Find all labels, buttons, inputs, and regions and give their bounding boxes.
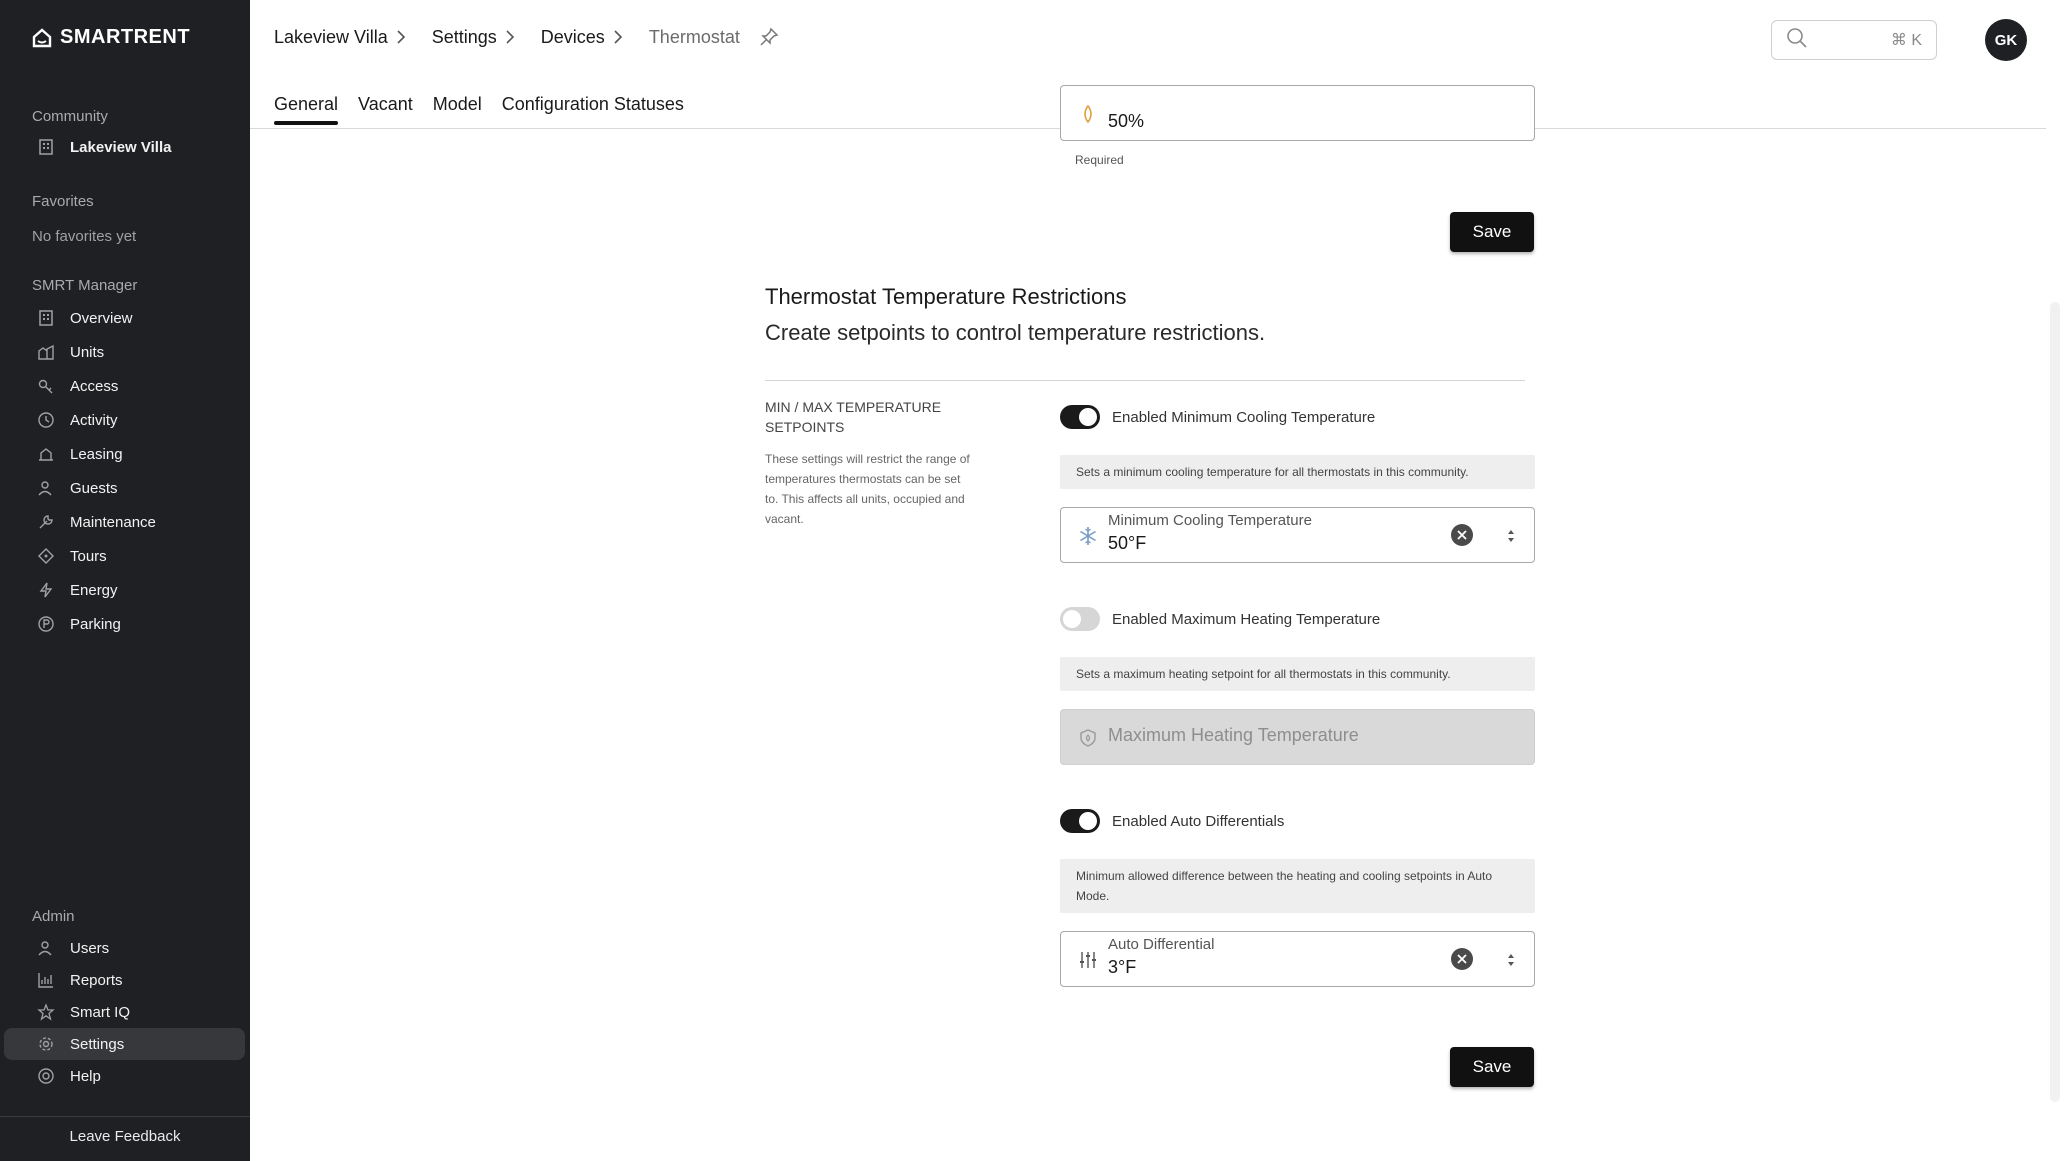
wrench-icon [36,512,56,532]
sidebar-item-guests[interactable] [4,472,245,504]
clear-icon[interactable] [1451,524,1473,546]
search-shortcut: ⌘ K [1890,32,1922,49]
min-cooling-label: Minimum Cooling Temperature [1108,512,1312,529]
save-button[interactable]: Save [1450,212,1534,252]
sidebar-item-reports[interactable] [4,964,245,996]
breadcrumb-devices[interactable]: Devices [540,26,605,47]
stepper-arrows-icon[interactable] [1505,950,1517,970]
group-description: These settings will restrict the range of temperatures thermostats can be set to. This affects all units, occupied and vacant. [765,452,970,526]
sidebar-item-label: Lakeview Villa [70,138,172,156]
sidebar-item-label: Leasing [70,445,123,463]
min-cooling-toggle-label: Enabled Minimum Cooling Temperature [1112,408,1376,426]
tab-configuration-statuses[interactable]: Configuration Statuses [501,94,684,114]
gear-icon [36,1034,56,1054]
favorites-empty: No favorites yet [32,228,137,245]
main-content [250,111,2046,1161]
max-heating-toggle[interactable] [1060,607,1100,631]
sidebar-item-label: Maintenance [70,513,156,531]
building-icon [36,137,56,157]
avatar[interactable]: GK [1985,19,2027,61]
sidebar-item-smart-iq[interactable] [4,996,245,1028]
auto-diff-toggle-label: Enabled Auto Differentials [1112,812,1285,830]
chevron-right-icon [611,27,631,47]
sidebar-item-activity[interactable] [4,404,245,436]
smrt-section-title: SMRT Manager [32,277,138,294]
sidebar-item-parking[interactable] [4,608,245,640]
favorites-section-title: Favorites [32,193,94,210]
users-icon [36,938,56,958]
sidebar-item-label: Users [70,939,110,957]
sidebar-item-energy[interactable] [4,574,245,606]
admin-section-title: Admin [32,908,75,925]
tab-general[interactable]: General [274,94,338,125]
bolt-icon [36,580,56,600]
sidebar-item-label: Overview [70,309,133,327]
breadcrumb [274,26,780,48]
sidebar-item-leasing[interactable] [4,438,245,470]
sidebar-item-label: Help [70,1067,101,1085]
clock-icon [36,410,56,430]
sidebar-item-label: Access [70,377,119,395]
sidebar-item-settings[interactable] [4,1028,245,1060]
scrollbar[interactable] [2050,302,2060,1102]
min-cooling-field[interactable] [1060,507,1535,563]
leave-feedback-button[interactable]: Leave Feedback [69,1128,181,1145]
humidity-field[interactable] [1060,85,1535,141]
star-icon [36,1002,56,1022]
feedback-divider [0,1116,250,1117]
min-cooling-value: 50°F [1108,533,1147,553]
sidebar-item-label: Settings [70,1035,125,1053]
search-input[interactable] [1771,20,1937,60]
max-heating-label: Maximum Heating Temperature [1108,725,1359,745]
shield-flame-icon [1077,727,1099,749]
breadcrumb-thermostat: Thermostat [648,26,740,47]
parking-icon [36,614,56,634]
max-heating-info: Sets a maximum heating setpoint for all thermostats in this community. [1060,657,1535,691]
min-cooling-toggle[interactable] [1060,405,1100,429]
save-restrictions-button[interactable]: Save [1450,1047,1534,1087]
humidity-value: 50% [1108,111,1145,131]
community-section-title: Community [32,108,108,125]
sliders-icon [1077,949,1099,971]
sidebar-item-maintenance[interactable] [4,506,245,538]
sidebar-item-label: Units [70,343,105,361]
units-icon [36,342,56,362]
section-divider [765,380,1525,381]
brand-name: SMARTRENT [60,26,191,48]
sidebar-item-tours[interactable] [4,540,245,572]
auto-diff-info: Minimum allowed difference between the heating and cooling setpoints in Auto Mode. [1060,859,1535,913]
sidebar-item-help[interactable] [4,1060,245,1092]
help-icon [36,1066,56,1086]
clear-icon[interactable] [1451,948,1473,970]
max-heating-toggle-label: Enabled Maximum Heating Temperature [1112,610,1381,628]
section-subtitle: Create setpoints to control temperature restrictions. [765,320,1266,345]
sidebar-item-community[interactable] [4,131,245,163]
max-heating-field [1060,709,1535,765]
sidebar-item-units[interactable] [4,336,245,368]
chart-icon [36,970,56,990]
sidebar-item-overview[interactable] [4,302,245,334]
sidebar-item-label: Activity [70,411,118,429]
leasing-icon [36,444,56,464]
sidebar-item-label: Tours [70,547,107,565]
min-cooling-info: Sets a minimum cooling temperature for all thermostats in this community. [1060,455,1535,489]
sidebar-item-label: Energy [70,581,118,599]
humidity-icon [1077,103,1099,125]
snowflake-icon [1077,525,1099,547]
section-title: Thermostat Temperature Restrictions [765,284,1127,309]
stepper-arrows-icon[interactable] [1505,526,1517,546]
sidebar-item-label: Smart IQ [70,1003,131,1021]
sidebar-item-access[interactable] [4,370,245,402]
building-icon [36,308,56,328]
tab-vacant[interactable]: Vacant [358,94,413,114]
sidebar-item-users[interactable] [4,932,245,964]
auto-diff-toggle-row [1060,809,1284,833]
sidebar-item-label: Reports [70,971,123,989]
auto-diff-toggle[interactable] [1060,809,1100,833]
auto-diff-field[interactable] [1060,931,1535,987]
field-helper-text: Required [1075,153,1124,167]
breadcrumb-settings[interactable]: Settings [431,26,497,47]
breadcrumb-community[interactable]: Lakeview Villa [274,26,388,47]
auto-diff-label: Auto Differential [1108,936,1215,953]
auto-diff-value: 3°F [1108,957,1137,977]
chevron-right-icon [503,27,523,47]
tab-model[interactable]: Model [432,94,482,114]
brand-logo[interactable] [32,26,190,49]
max-heating-toggle-row [1060,607,1380,631]
tag-icon [36,546,56,566]
home-logo-icon [32,28,52,48]
sidebar-item-label: Guests [70,479,118,497]
search-icon [1786,27,1808,54]
chevron-right-icon [394,27,414,47]
group-title: MIN / MAX TEMPERATURE SETPOINTS [765,399,942,435]
key-icon [36,376,56,396]
sidebar [0,0,250,1161]
tab-bar [274,94,684,125]
guests-icon [36,478,56,498]
min-cooling-toggle-row [1060,405,1375,429]
sidebar-item-label: Parking [70,615,121,633]
pin-icon[interactable] [758,26,780,48]
